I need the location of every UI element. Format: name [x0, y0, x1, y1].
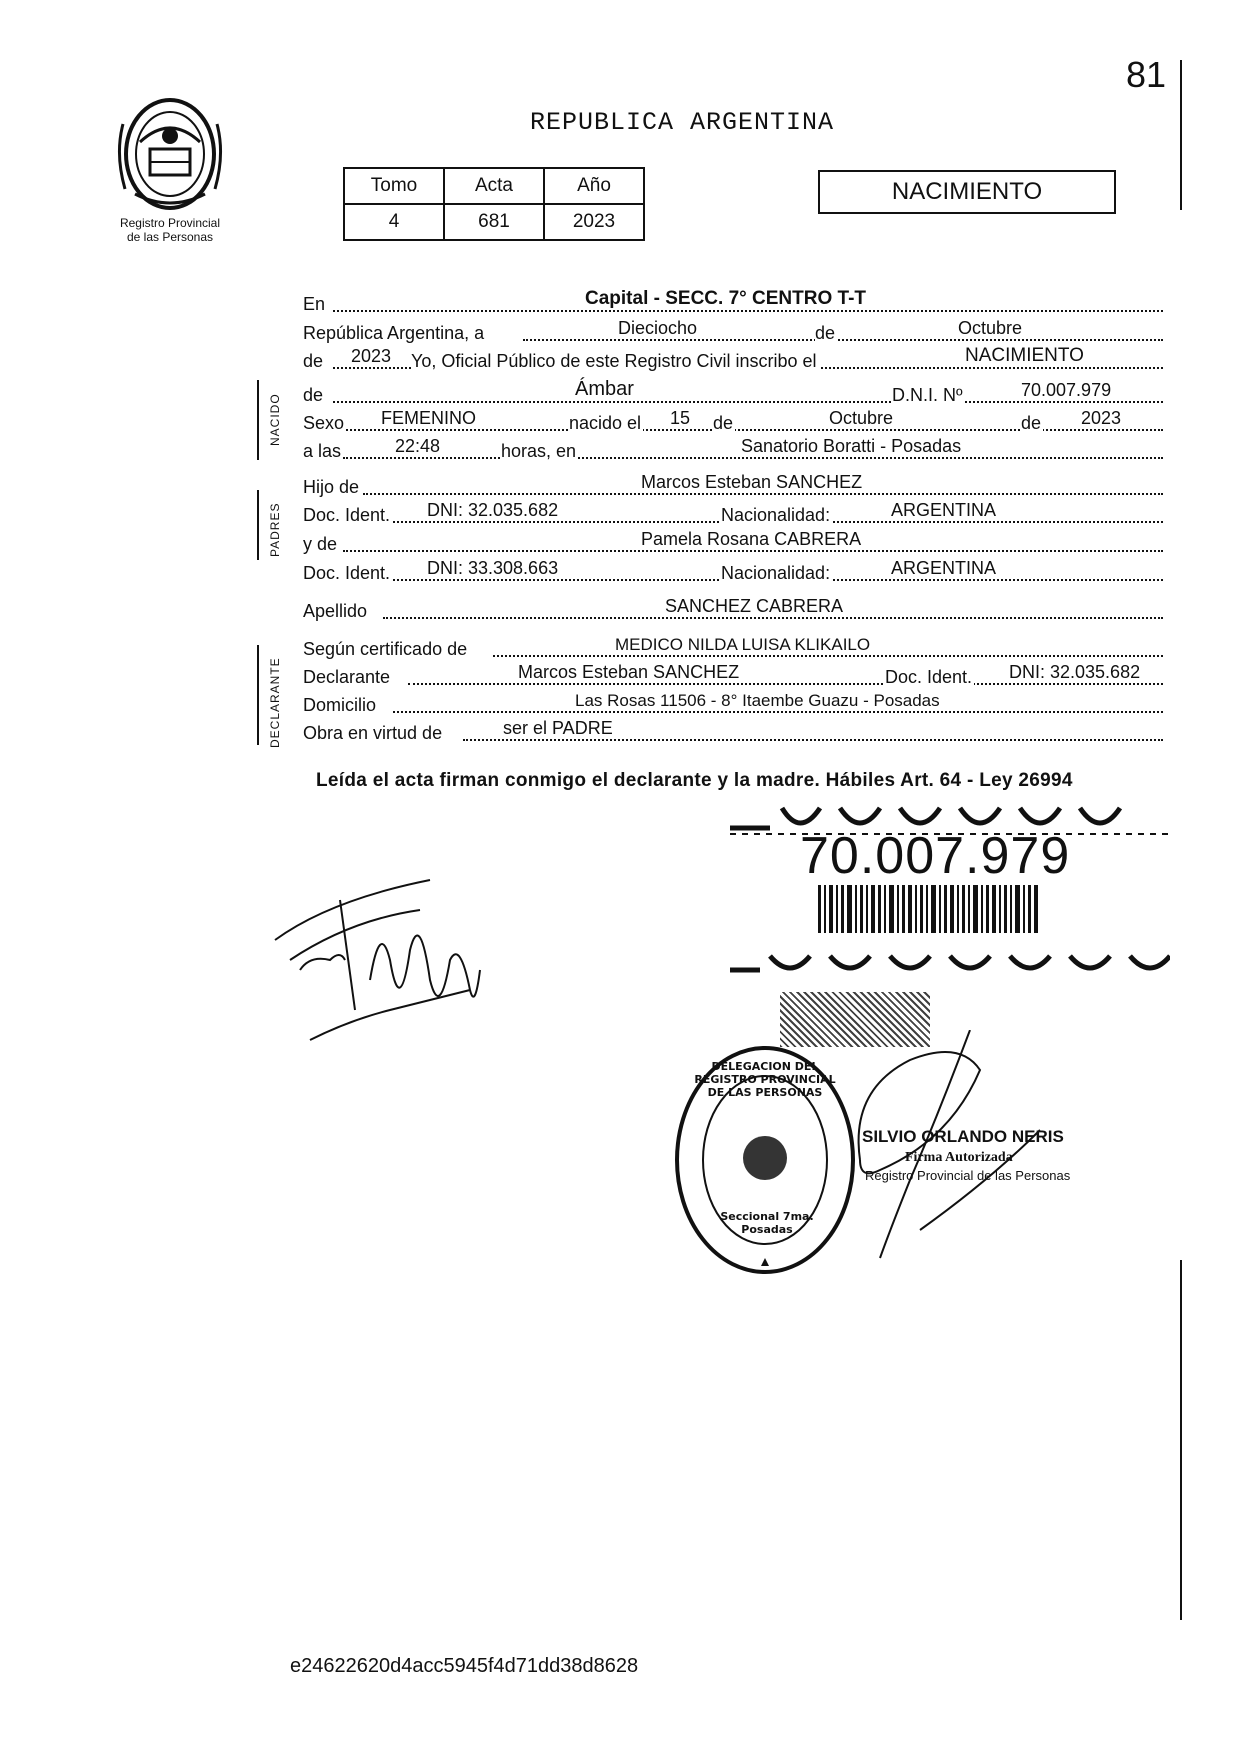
logo-caption	[95, 216, 245, 244]
document-hash: e24622620d4acc5945f4d71dd38d8628	[290, 1655, 639, 1677]
label-de: de	[815, 323, 836, 343]
value-padre-doc: DNI: 32.035.682	[427, 500, 559, 520]
value-anio: 2023	[351, 346, 392, 366]
value-obra: ser el PADRE	[503, 718, 613, 738]
bracket-declarante	[257, 645, 259, 745]
row-nombre	[303, 378, 1163, 406]
value-padre-nac: ARGENTINA	[891, 500, 997, 520]
label-en: En	[303, 294, 326, 314]
label-de3: de	[713, 413, 734, 433]
row-obra	[303, 716, 1163, 744]
label-declarante-doc: Doc. Ident.	[885, 667, 973, 687]
register-table-value-row	[344, 204, 644, 240]
label-doc-madre: Doc. Ident.	[303, 563, 391, 583]
label-nac-madre: Nacionalidad:	[721, 563, 831, 583]
label-hijo: Hijo de	[303, 477, 360, 497]
row-hora	[303, 434, 1163, 462]
label-declarante: Declarante	[303, 667, 391, 687]
declarant-signature	[270, 860, 510, 1060]
value-nacido-anio: 2023	[1081, 408, 1122, 428]
register-table-header-row	[344, 168, 644, 204]
section-nacido: NACIDO	[268, 393, 282, 446]
label-y-de: y de	[303, 534, 338, 554]
label-obra: Obra en virtud de	[303, 723, 443, 743]
row-madre	[303, 527, 1163, 555]
bracket-padres	[257, 490, 259, 560]
logo-caption-line2: de las Personas	[126, 230, 214, 244]
row-segun	[303, 632, 1163, 660]
row-republica	[303, 316, 1163, 344]
signatory-name: SILVIO ORLANDO NERIS	[862, 1127, 1064, 1146]
logo-caption-line1: Registro Provincial	[119, 216, 221, 230]
row-sexo	[303, 406, 1163, 434]
row-declarante	[303, 660, 1163, 688]
value-lugar: Sanatorio Boratti - Posadas	[741, 436, 962, 456]
label-de2: de	[303, 351, 324, 371]
signatory-role: Firma Autorizada	[905, 1150, 1013, 1165]
label-nombre: de	[303, 385, 324, 405]
label-yo: Yo, Oficial Público de este Registro Civil inscribo el	[411, 351, 817, 371]
row-apellido	[303, 594, 1163, 622]
page-number: 81	[1126, 54, 1167, 95]
value-madre: Pamela Rosana CABRERA	[641, 529, 862, 549]
value-dia: Dieciocho	[618, 318, 698, 338]
label-segun: Según certificado de	[303, 639, 468, 659]
value-nombre: Ámbar	[575, 378, 634, 400]
register-header-anio: Año	[544, 168, 644, 204]
value-nacido-dia: 15	[670, 408, 691, 428]
document-title: REPUBLICA ARGENTINA	[530, 108, 835, 137]
value-segun: MEDICO NILDA LUISA KLIKAILO	[615, 635, 871, 654]
value-sexo: FEMENINO	[381, 408, 477, 428]
value-en: Capital - SECC. 7° CENTRO T-T	[585, 288, 867, 309]
row-anio	[303, 344, 1163, 372]
closing-text: Leída el acta firman conmigo el declarante y la madre. Hábiles Art. 64 - Ley 26994	[316, 770, 1073, 791]
label-nacido: nacido el	[569, 413, 642, 433]
label-nac-padre: Nacionalidad:	[721, 505, 831, 525]
label-a-las: a las	[303, 441, 342, 461]
value-madre-nac: ARGENTINA	[891, 558, 997, 578]
row-en	[303, 287, 1163, 315]
value-padre: Marcos Esteban SANCHEZ	[641, 472, 863, 492]
signatory-org: Registro Provincial de las Personas	[865, 1168, 1071, 1183]
value-domicilio: Las Rosas 11506 - 8° Itaembe Guazu - Posadas	[575, 691, 940, 710]
stamp-inner-text: Seccional 7ma. Posadas	[720, 1210, 814, 1236]
bracket-nacido	[257, 380, 259, 460]
label-sexo: Sexo	[303, 413, 345, 433]
register-value-tomo: 4	[344, 204, 444, 240]
value-inscribo: NACIMIENTO	[965, 345, 1084, 366]
register-header-acta: Acta	[444, 168, 544, 204]
register-value-acta: 681	[444, 204, 544, 240]
row-padre-doc	[303, 498, 1163, 526]
security-number: 70.007.979	[800, 827, 1071, 885]
label-horas: horas, en	[501, 441, 577, 461]
label-republica: República Argentina, a	[303, 323, 485, 343]
stamp-outer-text: DELEGACION DEL REGISTRO PROVINCIAL DE LAS PERSONAS	[694, 1060, 836, 1099]
record-type-box: NACIMIENTO	[818, 170, 1116, 214]
label-apellido: Apellido	[303, 601, 368, 621]
register-table	[343, 167, 645, 241]
value-declarante: Marcos Esteban SANCHEZ	[518, 662, 740, 682]
section-padres: PADRES	[268, 502, 282, 557]
row-domicilio	[303, 688, 1163, 716]
register-header-tomo: Tomo	[344, 168, 444, 204]
label-de4: de	[1021, 413, 1042, 433]
label-doc-padre: Doc. Ident.	[303, 505, 391, 525]
row-hijo	[303, 470, 1163, 498]
value-hora: 22:48	[395, 436, 441, 456]
row-madre-doc	[303, 556, 1163, 584]
label-dni: D.N.I. Nº	[892, 385, 963, 405]
margin-rule-top	[1180, 60, 1182, 210]
security-guilloche-bottom	[730, 950, 1170, 980]
value-dni: 70.007.979	[1021, 380, 1112, 400]
province-emblem	[95, 94, 245, 221]
value-nacido-mes: Octubre	[829, 408, 894, 428]
register-value-anio: 2023	[544, 204, 644, 240]
value-madre-doc: DNI: 33.308.663	[427, 558, 559, 578]
label-domicilio: Domicilio	[303, 695, 377, 715]
margin-rule-bottom	[1180, 1260, 1182, 1620]
barcode	[818, 885, 1042, 933]
value-declarante-doc: DNI: 32.035.682	[1009, 662, 1141, 682]
section-declarante: DECLARANTE	[268, 657, 282, 748]
value-apellido: SANCHEZ CABRERA	[665, 596, 844, 616]
value-mes: Octubre	[958, 318, 1023, 338]
